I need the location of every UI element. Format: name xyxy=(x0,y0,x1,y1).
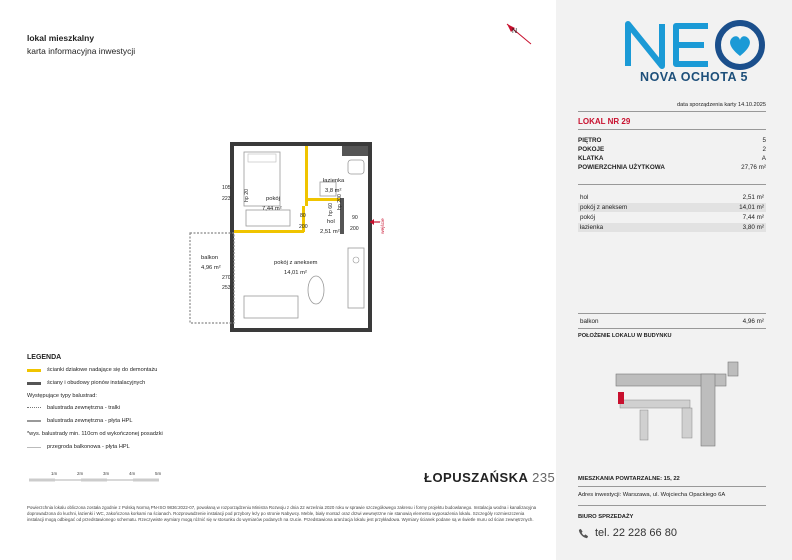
repeat-apartments: MIESZKANIA POWTARZALNE: 15, 22 xyxy=(578,476,680,482)
legend-label: ścianki działowe nadające się do demontażu xyxy=(47,367,158,373)
pillow xyxy=(248,154,276,162)
summary-key: POWIERZCHNIA UŻYTKOWA xyxy=(578,164,665,171)
page-title: lokal mieszkalny xyxy=(27,33,95,43)
room-area-pokoj-z-aneksem: 14,01 m² xyxy=(284,270,307,276)
logo-subtitle: NOVA OCHOTA 5 xyxy=(640,70,748,84)
installation-shaft xyxy=(342,146,368,156)
apartment-number: LOKAL NR 29 xyxy=(578,117,631,126)
summary-value: A xyxy=(761,155,766,162)
summary-rooms xyxy=(578,146,766,153)
phone-number: tel. 22 228 66 80 xyxy=(595,527,677,539)
washbasin xyxy=(348,160,364,174)
room-name: hol xyxy=(580,194,589,201)
legend-item-railing-hpl xyxy=(27,418,133,424)
brand-wordmark xyxy=(424,470,555,485)
phone-icon xyxy=(578,528,589,539)
legend-label: Występujące typy balustrad: xyxy=(27,393,97,399)
scale-bar xyxy=(27,469,177,483)
summary-value: 27,76 m² xyxy=(741,164,766,171)
summary-area xyxy=(578,164,766,171)
room-row xyxy=(578,223,766,232)
neo-logo xyxy=(622,16,767,72)
dim-entry-a: 90 xyxy=(352,215,358,221)
room-area: 3,80 m² xyxy=(742,224,764,231)
dim-window-hp: hp 20 xyxy=(244,189,250,202)
building-location-map xyxy=(606,354,748,458)
divider xyxy=(578,313,766,314)
room-name: balkon xyxy=(580,318,599,325)
scale-4m: 4m xyxy=(129,471,136,476)
light-line-swatch xyxy=(27,447,41,448)
brand-name: ŁOPUSZAŃSKA xyxy=(424,470,528,485)
room-area-hol: 2,51 m² xyxy=(320,229,340,235)
sales-phone[interactable] xyxy=(578,527,677,539)
room-area: 14,01 m² xyxy=(739,204,764,211)
position-title: POŁOŻENIE LOKALU W BUDYNKU xyxy=(578,333,672,339)
north-arrow-icon xyxy=(503,20,533,46)
divider xyxy=(578,129,766,130)
summary-key: PIĘTRO xyxy=(578,137,602,144)
legend-item-partitions xyxy=(27,367,157,373)
room-label-hol: hol xyxy=(327,219,335,225)
yellow-swatch xyxy=(27,369,41,372)
brand-number: 235 xyxy=(532,470,556,485)
room-row xyxy=(578,203,766,212)
dark-swatch xyxy=(27,382,41,385)
summary-floor xyxy=(578,137,766,144)
divider xyxy=(578,184,766,185)
room-area-lazienka: 3,8 m² xyxy=(325,188,342,194)
summary-value: 5 xyxy=(762,137,766,144)
room-area-pokoj: 7,44 m² xyxy=(262,206,282,212)
dim-window-a: 105 xyxy=(222,185,231,191)
legend-item-partition-hpl xyxy=(27,444,130,450)
room-name: łazienka xyxy=(580,224,604,231)
room-area: 2,51 m² xyxy=(742,194,764,201)
legend-label: przegroda balkonowa - płyta HPL xyxy=(47,444,130,450)
room-name: pokój xyxy=(580,214,596,221)
room-area-balkon: 4,96 m² xyxy=(201,265,221,271)
legend-title: LEGENDA xyxy=(27,354,62,361)
north-label: N xyxy=(512,28,518,35)
sink xyxy=(353,257,359,263)
summary-value: 2 xyxy=(762,146,766,153)
dim-entry-b: 200 xyxy=(350,226,359,232)
legend-label: balustrada zewnętrzna - płyta HPL xyxy=(47,418,133,424)
room-name: pokój z aneksem xyxy=(580,204,628,211)
dim-bath-hp: hp 200 xyxy=(337,194,343,210)
scale-1m: 1m xyxy=(51,471,58,476)
sofa xyxy=(244,296,298,318)
divider xyxy=(578,328,766,329)
scale-2m: 2m xyxy=(77,471,84,476)
dim-balcony-a: 270 xyxy=(222,275,231,281)
entry-label: wejście xyxy=(381,218,386,234)
partition-room-bottom xyxy=(234,230,304,233)
wardrobe xyxy=(246,210,290,226)
legend-label: balustrada zewnętrzna - tralki xyxy=(47,405,121,411)
sales-office-title: BIURO SPRZEDAŻY xyxy=(578,514,634,520)
partition-bath-bottom xyxy=(308,198,340,201)
room-label-lazienka: łazienka xyxy=(323,178,345,184)
divider xyxy=(578,486,766,487)
floor-plan xyxy=(186,138,416,338)
divider xyxy=(578,111,766,112)
scale-5m: 5m xyxy=(155,471,162,476)
dim-window-b: 223 xyxy=(222,196,231,202)
divider xyxy=(578,505,766,506)
legend-item-note xyxy=(27,431,163,437)
room-row xyxy=(578,193,766,202)
dim-balcony-b: 253 xyxy=(222,285,231,291)
room-area: 4,96 m² xyxy=(742,318,764,325)
room-row xyxy=(578,213,766,222)
room-label-pokoj: pokój xyxy=(266,196,280,202)
scale-3m: 3m xyxy=(103,471,110,476)
partition-bath-left xyxy=(305,146,308,206)
dim-door-b: 200 xyxy=(299,224,308,230)
outer-wall xyxy=(232,144,370,330)
legend-item-railing-balusters xyxy=(27,405,120,411)
card-date: data sporządzenia karty 14.10.2025 xyxy=(677,102,766,108)
legend-label: *wys. balustrady min. 110cm od wykończonej posadzki xyxy=(27,431,163,437)
legend-label: ściany i obudowy pionów instalacyjnych xyxy=(47,380,146,386)
balcony-row xyxy=(578,317,766,326)
summary-key: KLATKA xyxy=(578,155,604,162)
table xyxy=(308,276,324,304)
summary-staircase xyxy=(578,155,766,162)
grey-line-swatch xyxy=(27,420,41,422)
dim-hol-hp: hp 60 xyxy=(328,203,334,216)
investment-address: Adres inwestycji: Warszawa, ul. Wojciecha Opackiego 6A xyxy=(578,492,726,498)
room-label-pokoj-z-aneksem: pokój z aneksem xyxy=(274,260,318,266)
dim-door-a: 80 xyxy=(300,213,306,219)
room-area: 7,44 m² xyxy=(742,214,764,221)
dotted-line-swatch xyxy=(27,407,41,409)
summary-key: POKOJE xyxy=(578,146,605,153)
room-label-balkon: balkon xyxy=(201,255,219,261)
page-subtitle: karta informacyjna inwestycji xyxy=(27,46,136,56)
legend-item-railing-types xyxy=(27,393,97,399)
footnote: Powierzchnia lokalu obliczona została zgodnie z Polską Normą PN-ISO 9836:2022-07, powołaną w rozporządzeniu Ministra Rozwoju z dnia 22 września 2020 roku w sprawie szczegółowego zakresu i formy projektu budowlanego. Instalacja wodna i kanalizacyjna doprowadzona do kuchni, łazienki i WC, zakończona korkami na ścianach. Rozprowadzenie instalacji pod przybory leży po stronie Nabywcy. Meble, biały montaż oraz drzwi wewnętrzne nie stanowią elementu wyposażenia lokalu. Szczegóły rozmieszczenia instalacji mogą odbiegać od przedstawionego schematu. Rzeczywiste wymiary mogą różnić się w stosunku do wymiarów podanych na rzucie. Przedstawiona aranżacja lokalu jest przykładowa. Wymiary ścianek podane są w świetle muru od ścian zewnętrznych. xyxy=(27,505,537,522)
legend-item-walls xyxy=(27,380,145,386)
